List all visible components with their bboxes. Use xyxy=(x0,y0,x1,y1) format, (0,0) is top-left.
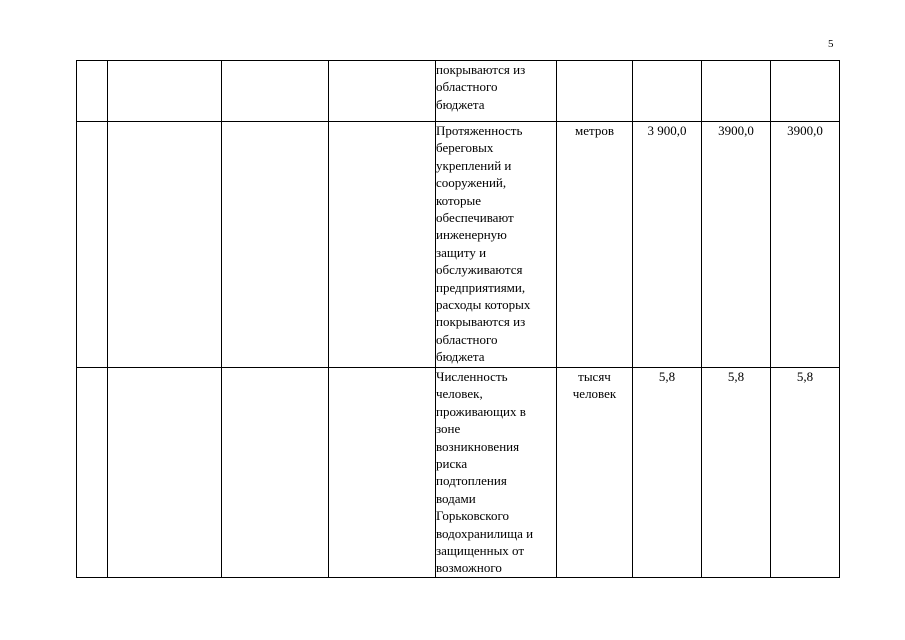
value-year-1: 3 900,0 xyxy=(647,123,687,138)
empty-cell-number xyxy=(77,122,108,368)
indicator-description: покрываются из областного бюджета xyxy=(436,62,526,112)
unit-cell xyxy=(557,122,633,368)
indicator-table xyxy=(76,60,840,578)
value-cell xyxy=(633,122,702,368)
unit-cell xyxy=(557,61,633,122)
table-row xyxy=(77,368,840,578)
empty-cell-number xyxy=(77,368,108,578)
value-year-1: 5,8 xyxy=(658,369,676,384)
empty-cell xyxy=(329,368,436,578)
empty-cell xyxy=(222,61,329,122)
empty-cell xyxy=(222,122,329,368)
indicator-description-cell xyxy=(436,368,557,578)
table-row xyxy=(77,61,840,122)
value-cell xyxy=(702,122,771,368)
indicator-description-cell xyxy=(436,122,557,368)
unit-label: метров xyxy=(575,123,614,138)
value-cell xyxy=(702,368,771,578)
value-year-3: 3900,0 xyxy=(787,123,823,138)
value-year-2: 5,8 xyxy=(727,369,745,384)
page-number: 5 xyxy=(828,38,834,50)
unit-label: тысяч человек xyxy=(572,369,617,402)
empty-cell xyxy=(108,122,222,368)
empty-cell xyxy=(108,368,222,578)
unit-cell xyxy=(557,368,633,578)
value-year-3: 5,8 xyxy=(796,369,814,384)
indicator-description: Численность человек, проживающих в зоне возникновения риска подтопления водами Горьковского водохранилища и защищенных от возможного xyxy=(436,369,534,576)
empty-cell xyxy=(329,61,436,122)
value-year-2: 3900,0 xyxy=(718,123,754,138)
empty-cell xyxy=(222,368,329,578)
empty-cell-number xyxy=(77,61,108,122)
indicator-description-cell xyxy=(436,61,557,122)
value-cell xyxy=(633,368,702,578)
value-cell xyxy=(771,61,840,122)
value-cell xyxy=(771,122,840,368)
empty-cell xyxy=(108,61,222,122)
table-row xyxy=(77,122,840,368)
value-cell xyxy=(633,61,702,122)
value-cell xyxy=(702,61,771,122)
indicator-description: Протяженность береговых укреплений и сооружений, которые обеспечивают инженерную защиту и обслуживаются предприятиями, расходы которых покрываются из областного бюджета xyxy=(436,123,531,365)
empty-cell xyxy=(329,122,436,368)
value-cell xyxy=(771,368,840,578)
